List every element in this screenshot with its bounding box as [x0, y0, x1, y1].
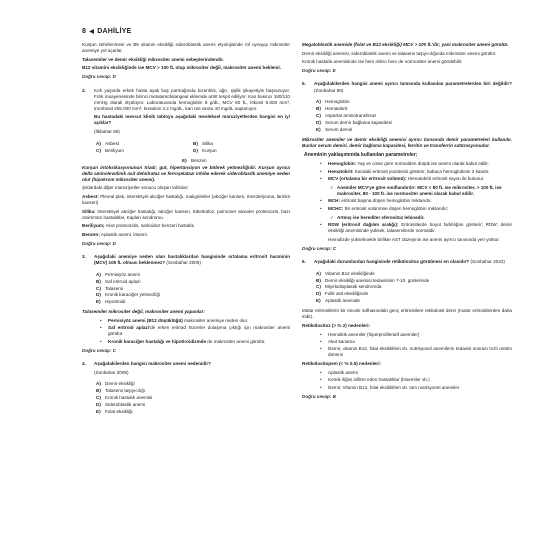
option-item[interactable] — [96, 409, 290, 415]
paragraph: Kronik hastalık anemisinde ise hem mikro hem de normositer anemi görülebilir. — [302, 59, 463, 65]
option-item[interactable] — [96, 381, 290, 387]
bullet-value: Eritrositlerde boyut farklılığını gösterir; RDW; demir eksikliği anemisinde yüksek, talasemilerde normaldir. — [328, 221, 513, 233]
option-text: Demir eksikliği — [105, 381, 135, 387]
option-text: Beriliyum — [105, 147, 124, 153]
bullet-icon: • — [100, 325, 102, 331]
option-letter: B) — [316, 277, 321, 283]
question-ask: Bu hastadaki mevcut klinik tabloyu aşağıdaki mesleksel maruziyetlerden hangisi en iyi açıklar? — [94, 114, 290, 126]
bullet-text: Demir, Vitamin B12, folat eksiklikleri vb. tüm nutrisyonel anemiler — [328, 384, 460, 390]
option-text: Pernisiyöz anemi — [105, 271, 140, 277]
option-text: Saf eritroid aplazi — [105, 278, 141, 284]
bullet-text: Aplastik anemi — [328, 370, 358, 376]
option-letter: C) — [96, 147, 101, 153]
explanation: Beriliyum; Akut pnömonitis, sarkoidoz benzeri hastalık. — [82, 223, 196, 229]
option-item[interactable] — [316, 113, 512, 119]
option-item[interactable] — [316, 284, 512, 290]
options-list — [316, 271, 512, 305]
bullet-text — [328, 161, 512, 167]
bullet-icon: • — [320, 168, 322, 174]
bullet-key: Pernisiyöz anemi (B12 düşüklüğü) — [108, 318, 183, 324]
bullet-item — [320, 169, 512, 175]
bullet-item — [320, 339, 512, 345]
bullet-text: Akut kanama — [328, 338, 355, 344]
list-heading: Retikülositopeni (< % 0.5) nedenleri: — [302, 361, 382, 367]
option-item[interactable] — [316, 120, 512, 126]
bullet-icon: • — [320, 346, 322, 352]
question-stem: Kırk yaşında erkek hasta ayak baş parmağında kızarıklık, ağrı, şişlik şikayetiyle başvuruyor. Fizik muayenesinde birinci metatarsofalangeal eklemde artrit tespit ediliyor. Kan basıncı 180/110 mmHg olarak ölçülüyor. Laboratuvarda hemoglobin 8 g/dL, MCV 60 fL, lökosit 6.000 mm³, trombosit 255.000 mm³, kreatinin 3.2 mg/dL, kan üre azotu 40 mg/dL saptanıyor. — [94, 87, 290, 111]
option-item[interactable] — [96, 292, 290, 298]
bullet-text: Hemolitik anemiler (hiperproliferatif anemiler) — [328, 331, 420, 337]
option-text: Silika — [202, 140, 213, 146]
explanation: Şıklardaki diğer maruziyetler sonucu oluşan tablolar; — [82, 185, 189, 191]
check-item: ✓ Artmış ise herediter sferositoz lehinedir. — [330, 214, 425, 220]
option-item[interactable] — [96, 141, 193, 147]
bullet-value: Kandaki eritrosit yüzdesini gösterir, kabaca hemoglobinin 3 katıdır. — [353, 168, 490, 174]
question-2: 2. Kırk yaşında erkek hasta ayak baş parmağında kızarıklık, ağrı, şişlik şikayetiyle başvuruyor. Fizik muayenesinde birinci metatarsofalangeal eklemde artrit tespit ediliyor. Kan basıncı 180/110 mmHg olarak ölçülüyor. Laboratuvarda hemoglobin 8 g/dL, MCV 60 fL, lökosit 6.000 mm³, trombosit 255.000 mm³, kreatinin 3.2 mg/dL, kan üre azotu 40 mg/dL saptanıyor. Bu hastadaki mevcut klinik tabloyu aşağıdaki mesleksel maruziyetlerden hangisi en iyi açıklar? (İlkbahar 88) — [82, 87, 290, 135]
explanation: Asbest: Plevral plak, interstisyel akciğer hastalığı, malignitelier (akciğer kanseri, mezotelyoma, larinks kanseri) — [82, 193, 290, 205]
explanation: Matür eritrositlerin bir önceki safhasındaki genç eritrositlere retikülosit denir (matür eritrositlerden daha iridir). — [302, 308, 512, 320]
bullet-icon: • — [100, 318, 102, 324]
paragraph: B12 vitamini eksikliğinde ise MCV > 100 fL olup mikrositer değil, makrositer anemi beklenir. — [82, 65, 282, 71]
options-list — [96, 141, 290, 154]
option-letter: E) — [96, 299, 101, 305]
bullet-item — [320, 176, 512, 182]
option-letter: A) — [96, 140, 101, 146]
option-item[interactable] — [96, 148, 193, 154]
bullet-value: Hematokrit/ eritrosit sayısı ile bulunur. — [406, 176, 485, 182]
option-letter: D) — [193, 147, 198, 153]
option-letter: B) — [96, 278, 101, 284]
option-item[interactable] — [316, 271, 512, 277]
option-text: Kronik hastalık anemisi — [105, 394, 153, 400]
bullet-key: Hematokrit: — [328, 168, 354, 174]
bullet-text — [108, 318, 290, 324]
options-list — [316, 99, 512, 133]
option-text: Vitamin B12 eksikliğinde — [325, 270, 375, 276]
option-text: Hematokrit — [325, 106, 348, 112]
bullet-value: de makrositer anemi görülür. — [206, 338, 266, 344]
bullet-item — [320, 222, 512, 234]
bullet-item — [320, 332, 512, 338]
option-item[interactable] — [316, 127, 512, 133]
bullet-key: MCV (ortalama bir eritrosit volümü): — [328, 176, 407, 182]
bullet-value: Bir eritrosit volümüne düşen hemoglobin miktarıdır; — [343, 205, 449, 211]
bullet-icon: • — [320, 221, 322, 227]
option-text: Serum demiri — [325, 126, 353, 132]
bullet-item — [320, 377, 512, 383]
paragraph: Talasemiler ve demir eksikliği mikrositer anemi sebeplerindendir. — [82, 56, 224, 62]
option-text: Asbest — [105, 140, 120, 146]
option-item[interactable] — [316, 298, 512, 304]
bullet-icon: • — [100, 338, 102, 344]
option-letter: C) — [316, 112, 321, 118]
option-letter: E) — [316, 298, 321, 304]
bullet-text — [328, 198, 512, 204]
bullet-icon: • — [320, 205, 322, 211]
explanation: Mikrositer anemiler ve demir eksikliği anemisi ayırıcı tanısında demir parametreleri kullanılır. Bunlar serum demiri, demir bağlama kapasitesi, ferritin ve transferrin satürasyonudur. — [302, 136, 512, 148]
option-letter: D) — [316, 119, 321, 125]
options-list — [96, 272, 290, 306]
option-item[interactable] — [316, 278, 512, 284]
bullet-text — [328, 222, 512, 234]
option-item[interactable] — [316, 99, 512, 105]
option-letter: B) — [193, 140, 198, 146]
explanation: Benzen; Aplastik anemi, lösemi. — [82, 232, 148, 238]
option-letter: A) — [96, 271, 101, 277]
arrow-left-icon: ◀ — [89, 29, 95, 35]
bullet-key: MCHC: — [328, 205, 344, 211]
bullet-icon: • — [320, 176, 322, 182]
question-source: (Sonbahar 2009) — [94, 369, 129, 375]
question-5: 5. Aşağıdakilerden hangisi anemi ayırıcı tanısında kullanılan parametrelerden biri değildir? (Sonbahar 89) — [302, 81, 512, 93]
option-letter: D) — [96, 401, 101, 407]
bullet-icon: • — [320, 198, 322, 204]
bullet-text: Kemik iliğini infiltre eden hastalıklar (lösemiler vb.) — [328, 377, 430, 383]
paragraph: Demir eksikliği anemisi, sideroblastik anemi ve talasemi taşıyıcılığında mikrositer anemi görülür. — [302, 50, 497, 56]
explanation-heading: Talasemiler mikrositer değil, makrositer anemi yapanlar: — [82, 309, 205, 315]
explanation: Hemolizde yükselmekle birlikte AST düzeyinin ise anemi ayırıcı tanısında yeri yoktur. — [328, 236, 500, 242]
check-item: ✓ Anemiler MCV'ye göre sınıflandırılır: MCV < 80 fL ise mikrositer, > 100 fL ise makrositer, 80 - 100 fL ise normositer anemi olarak kabul edilir. — [330, 185, 502, 197]
bullet-list — [320, 370, 512, 391]
option-item[interactable] — [96, 395, 290, 401]
option-text: Talasemi taşıyıcılığı — [105, 388, 146, 394]
option-letter: C) — [96, 394, 101, 400]
bullet-icon: • — [320, 338, 322, 344]
answer-line: Doğru cevap: B — [302, 393, 336, 399]
chapter-title: DAHİLİYE — [97, 28, 132, 35]
answer-line: Doğru cevap: C — [82, 347, 116, 353]
option-letter: D) — [96, 292, 101, 298]
bullet-icon: • — [320, 370, 322, 376]
bullet-value: Yaş ve cinse göre normalden düşük ise anemi olarak kabul edilir. — [356, 161, 489, 167]
option-item[interactable] — [96, 272, 290, 278]
answer-line: Doğru cevap: C — [302, 245, 336, 251]
option-text: Talasemi — [105, 285, 124, 291]
left-column — [82, 42, 290, 419]
bullet-item — [320, 198, 512, 204]
option-letter: B) — [316, 106, 321, 112]
option-item[interactable] — [96, 299, 290, 305]
bullet-value: de erken eritroid hücreler dolaşıma çıktığı için makrositer anemi görülür. — [108, 325, 290, 337]
right-column — [302, 42, 512, 419]
page-header — [82, 27, 132, 37]
bullet-text — [328, 176, 512, 182]
bullet-item — [320, 385, 512, 391]
option-letter: A) — [316, 99, 321, 105]
bullet-list — [100, 318, 290, 345]
bullet-item — [100, 339, 290, 345]
option-text: Miyelodisplastik sendromda — [325, 284, 382, 290]
option-item[interactable] — [96, 388, 290, 394]
bullet-text: Demir, vitamin B12, folat eksiklikleri vb. nutrisyonel anemilerin tedavisi sonrası hızlı üretim dönemi — [328, 346, 512, 358]
question-stem: Aşağıdakilerden hangisi anemi ayırıcı tanısında kullanılan parametrelerden biri değildir? (Sonbahar 89) — [314, 81, 512, 93]
bullet-text — [328, 206, 512, 212]
option-letter: C) — [316, 284, 321, 290]
option-text: Aplastik anemide — [325, 298, 360, 304]
bullet-list — [320, 222, 512, 234]
option-text: Aspartat aminotransferaz — [325, 112, 377, 118]
explanation: Silika: İnterstisyel akciğer hastalığı, akciğer kanseri, tüberküloz, pulmoner alveoler proteinozis, bazı otoimmün hastalıklar, Kaplan sendromu. — [82, 208, 290, 220]
bullet-item — [100, 318, 290, 324]
bullet-item — [100, 325, 290, 337]
option-letter: D) — [316, 291, 321, 297]
option-text: Kurşun — [202, 147, 217, 153]
option-item[interactable] — [96, 279, 290, 285]
option-letter: B) — [96, 388, 101, 394]
option-text: Demir eksikliği anemisi tedavisinin 7-10. günlerinde — [325, 277, 430, 283]
bullet-value: makrositer anemiye neden olur. — [182, 318, 249, 324]
bullet-item — [320, 370, 512, 376]
option-text: Sideroblastik anemi — [105, 401, 146, 407]
bullet-list — [320, 198, 512, 211]
option-item[interactable] — [193, 148, 290, 154]
bullet-icon: • — [320, 161, 322, 167]
question-6: 6. Aşağıdaki durumlardan hangisinde retikülositoz görülmesi en olasıdır? (Sonbahar 2022) — [302, 259, 512, 268]
option-text: Kronik karaciğer yetmezliği — [105, 292, 160, 298]
option-letter: C) — [96, 285, 101, 291]
bullet-text — [328, 169, 512, 175]
bullet-item — [320, 161, 512, 167]
answer-line: Doğru cevap: D — [82, 241, 116, 247]
option-text: Hipotiroidi — [105, 299, 126, 305]
bullet-text — [108, 325, 290, 337]
check-icon: ✓ — [330, 214, 334, 220]
question-stem: Aşağıdaki anemiye neden olan hastalıklardan hangisinde ortalama eritrosit hacminin (MCV) 105 fL olması beklenmez? (Sonbahar 2005) — [94, 254, 290, 266]
paragraph: Megaloblastik anemide (folat ve B12 eksikliği) MCV > 100 fL'dir; yani makrositer anemi görülür. — [302, 42, 509, 47]
bullet-item — [320, 206, 512, 212]
answer-line: Doğru cevap: E — [302, 68, 336, 74]
option-text: Hemoglobin — [325, 99, 350, 105]
paragraph: Kurşun zehirlenmesi ve B6 vitamin eksikliği sideroblastik anemi etyolojisinde rol oynayıp mikrositer anemiye yol açarlar. — [82, 42, 290, 54]
bullet-key: Hemoglobin: — [328, 161, 357, 167]
option-item[interactable] — [96, 286, 290, 292]
option-e[interactable]: E) Benzen — [182, 157, 207, 163]
bullet-icon: • — [320, 384, 322, 390]
bullet-item — [320, 346, 512, 358]
bullet-key: Saf eritroid aplazi' — [108, 325, 151, 331]
bullet-list — [320, 332, 512, 359]
option-item[interactable] — [96, 402, 290, 408]
option-item[interactable] — [316, 106, 512, 112]
option-item[interactable] — [193, 141, 290, 147]
bullet-key: Kronik karaciğer hastalığı ve hipotiroidizmde — [108, 338, 207, 344]
question-source: (İlkbahar 88) — [94, 129, 120, 135]
question-stem: Aşağıdakilerden hangisi makrositer anemi nedenidir? — [94, 360, 211, 366]
bullet-key: RDW (eritrosit dağılım aralığı): — [328, 221, 399, 227]
bullet-icon: • — [320, 331, 322, 337]
page-number: 8 — [82, 28, 87, 35]
bullet-text — [108, 339, 290, 345]
option-item[interactable] — [316, 291, 512, 297]
bullet-value: eritrosit başına düşen hemoglobin miktarıdır. — [340, 198, 432, 204]
section-heading: Aneminin yaklaşımında kullanılan parametreler; — [304, 151, 418, 158]
option-letter: A) — [316, 270, 321, 276]
bullet-icon: • — [320, 377, 322, 383]
option-text: Serum demir bağlama kapasitesi — [325, 119, 392, 125]
question-3: 3. Aşağıdaki anemiye neden olan hastalıklardan hangisinde ortalama eritrosit hacminin (MCV) 105 fL olması beklenmez? (Sonbahar 2005) — [82, 254, 290, 266]
explanation: Kurşun intoksikasyonunun triadı; gut, hipertansiyon ve böbrek yetmezliğidir. Kurşun ayrıca delta aminolevülinik asit dehidrataz ve ferroşelatazı inhibe ederek sideroblastik anemiye neden olur (hipokrom mikrositer anemi). — [82, 164, 290, 182]
option-letter: E) — [96, 408, 101, 414]
option-letter: E) — [316, 126, 321, 132]
option-text: Folat eksikliği — [105, 408, 133, 414]
question-4: 4. Aşağıdakilerden hangisi makrositer anemi nedenidir? (Sonbahar 2009) — [82, 361, 290, 378]
list-heading: Retikülositoz (> % 2) nedenleri: — [302, 322, 371, 328]
bullet-key: MCH: — [328, 198, 340, 204]
check-icon: ✓ — [330, 185, 334, 191]
bullet-list — [320, 161, 512, 182]
options-list — [96, 381, 290, 415]
option-text: Folik asit eksikliğinde — [325, 291, 369, 297]
option-letter: A) — [96, 381, 101, 387]
question-stem: Aşağıdaki durumlardan hangisinde retikülositoz görülmesi en olasıdır? (Sonbahar 2022) — [314, 259, 505, 265]
answer-line: Doğru cevap: D — [82, 74, 116, 80]
